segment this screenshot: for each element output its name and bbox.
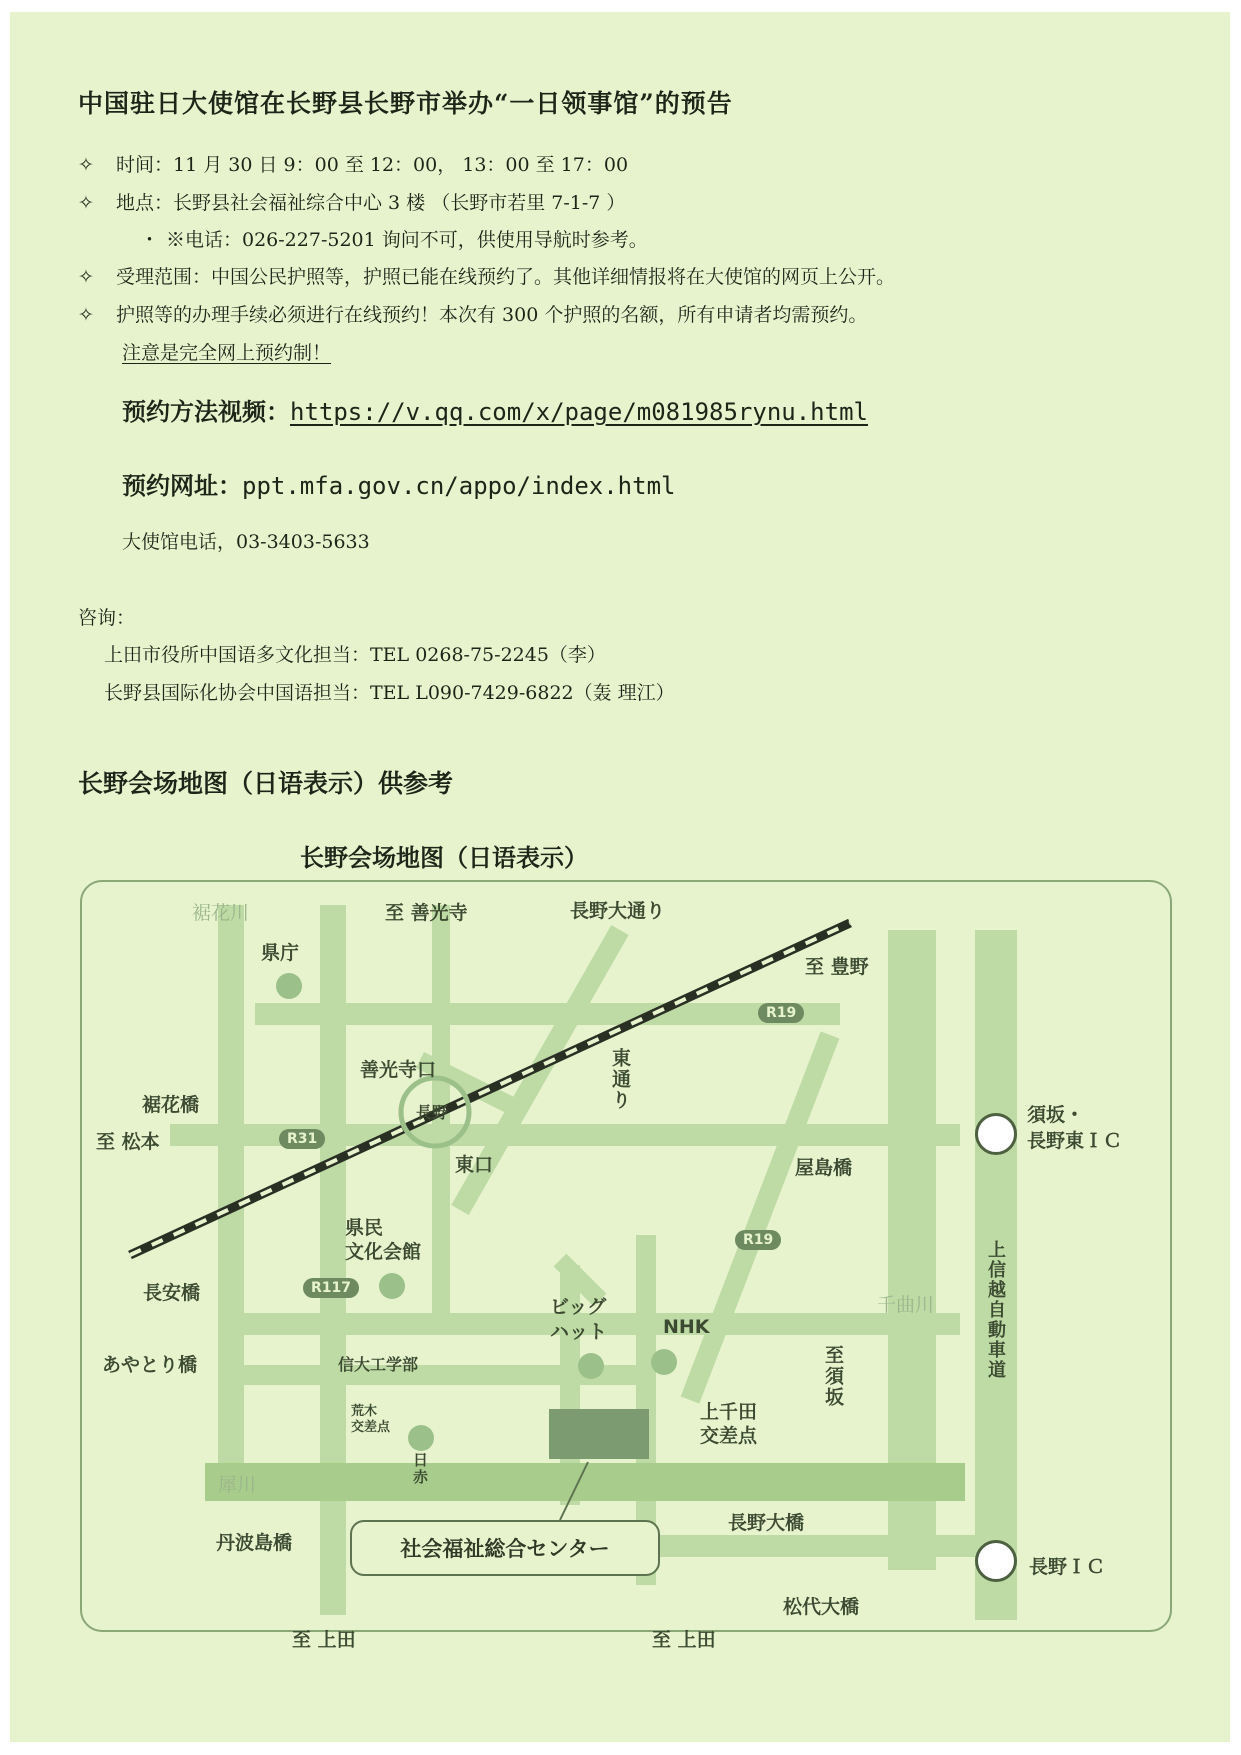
video-link[interactable]: https://v.qq.com/x/page/m081985rynu.html bbox=[290, 398, 868, 426]
label-to-toyono: 至 豊野 bbox=[805, 956, 869, 978]
site-link[interactable]: ppt.mfa.gov.cn/appo/index.html bbox=[242, 472, 676, 500]
route-badge-r117: R117 bbox=[303, 1278, 359, 1298]
label-kamichida: 上千田 交差点 bbox=[700, 1401, 758, 1447]
label-chikuma-river: 千曲川 bbox=[877, 1294, 935, 1316]
venue-building bbox=[549, 1409, 649, 1459]
label-to-ueda: 至 上田 bbox=[292, 1629, 356, 1651]
bighat-marker bbox=[578, 1353, 604, 1379]
label-yashima-bridge: 屋島橋 bbox=[795, 1157, 853, 1179]
contact-line-1: 上田市役所中国语多文化担当：TEL 0268-75-2245（李） bbox=[104, 644, 606, 666]
scope-text: 受理范围：中国公民护照等，护照已能在线预约了。其他详细情报将在大使馆的网页上公开。 bbox=[116, 266, 896, 288]
label-nagano-odori: 長野大通り bbox=[570, 900, 666, 922]
label-chouan-bridge: 長安橋 bbox=[143, 1282, 201, 1304]
bunka-marker bbox=[379, 1273, 405, 1299]
label-nagano-station: 長野 bbox=[416, 1103, 449, 1122]
map-title: 长野会场地图（日语表示） bbox=[300, 843, 588, 872]
kencho-marker bbox=[276, 973, 302, 999]
bullet-icon: ✧ bbox=[78, 192, 94, 214]
bullet-icon: ✧ bbox=[78, 154, 94, 176]
label-tanbajima-bridge: 丹波島橋 bbox=[216, 1532, 293, 1554]
label-nagano-ic: 長野ＩＣ bbox=[1029, 1556, 1106, 1578]
label-susobana-bridge: 裾花橋 bbox=[142, 1094, 200, 1116]
site-label: 预约网址： bbox=[122, 471, 242, 500]
araki-marker bbox=[408, 1425, 434, 1451]
label-kenmin-bunka: 県民 文化会館 bbox=[345, 1217, 422, 1263]
label-to-matsumoto: 至 松本 bbox=[96, 1131, 160, 1153]
dot-icon: ・ bbox=[140, 229, 160, 251]
map-section-title: 长野会场地图（日语表示）供参考 bbox=[78, 769, 454, 798]
road bbox=[690, 1035, 830, 1400]
label-ayatori-bridge: あやとり橋 bbox=[102, 1354, 198, 1376]
label-nagano-ohashi: 長野大橋 bbox=[728, 1512, 805, 1534]
label-shindai: 信大工学部 bbox=[338, 1355, 419, 1374]
route-badge-r19: R19 bbox=[735, 1230, 781, 1250]
procedure-text: 护照等的办理手续必须进行在线预约！本次有 300 个护照的名额，所有申请者均需预约。 bbox=[116, 304, 868, 326]
label-matsushiro-bridge: 松代大橋 bbox=[783, 1596, 860, 1618]
page-title: 中国驻日大使馆在长野县长野市举办“一日领事馆”的预告 bbox=[78, 89, 733, 118]
venue-label: 社会福祉総合センター bbox=[350, 1520, 660, 1576]
label-higashi-dori: 東通り bbox=[609, 1048, 631, 1111]
place-text: 地点：长野县社会福祉综合中心 3 楼 （长野市若里 7-1-7 ） bbox=[116, 192, 626, 214]
bullet-icon: ✧ bbox=[78, 304, 94, 326]
time-text: 时间：11 月 30 日 9：00 至 12：00， 13：00 至 17：00 bbox=[116, 154, 629, 176]
route-badge-r31: R31 bbox=[279, 1129, 325, 1149]
label-kencho: 県庁 bbox=[261, 942, 300, 964]
label-nhk: NHK bbox=[663, 1316, 710, 1338]
embassy-phone: 大使馆电话，03-3403-5633 bbox=[122, 531, 370, 553]
label-to-ueda: 至 上田 bbox=[652, 1629, 716, 1651]
suzaka-ic-marker bbox=[975, 1113, 1017, 1155]
contact-line-2: 长野县国际化协会中国语担当：TEL L090-7429-6822（轰 理江） bbox=[104, 682, 675, 704]
label-big-hat: ビッグ ハット bbox=[550, 1296, 608, 1343]
label-araki: 荒木 交差点 bbox=[351, 1404, 391, 1435]
video-label: 预约方法视频： bbox=[122, 397, 290, 426]
contact-heading: 咨询： bbox=[78, 607, 136, 629]
label-joshinetsu: 上信越自動車道 bbox=[985, 1240, 1006, 1380]
route-badge-r19: R19 bbox=[758, 1003, 804, 1023]
label-susobana-river: 裾花川 bbox=[192, 902, 250, 924]
label-higashiguchi: 東口 bbox=[455, 1154, 494, 1176]
nhk-marker bbox=[651, 1349, 677, 1375]
note-text: 注意是完全网上预约制！ bbox=[122, 342, 332, 364]
label-suzaka-ic: 須坂・ 長野東ＩＣ bbox=[1027, 1104, 1123, 1152]
label-nisseki: 日赤 bbox=[411, 1452, 429, 1486]
label-to-suzaka: 至須坂 bbox=[822, 1345, 844, 1408]
label-to-zenkoji: 至 善光寺 bbox=[385, 902, 468, 924]
bullet-icon: ✧ bbox=[78, 266, 94, 288]
label-zenkoji-guchi: 善光寺口 bbox=[360, 1059, 437, 1081]
nagano-ic-marker bbox=[975, 1540, 1017, 1582]
label-sai-river: 犀川 bbox=[218, 1474, 257, 1496]
phone-text: ※电话：026-227-5201 询问不可，供使用导航时参考。 bbox=[166, 229, 648, 251]
road bbox=[560, 1260, 600, 1300]
